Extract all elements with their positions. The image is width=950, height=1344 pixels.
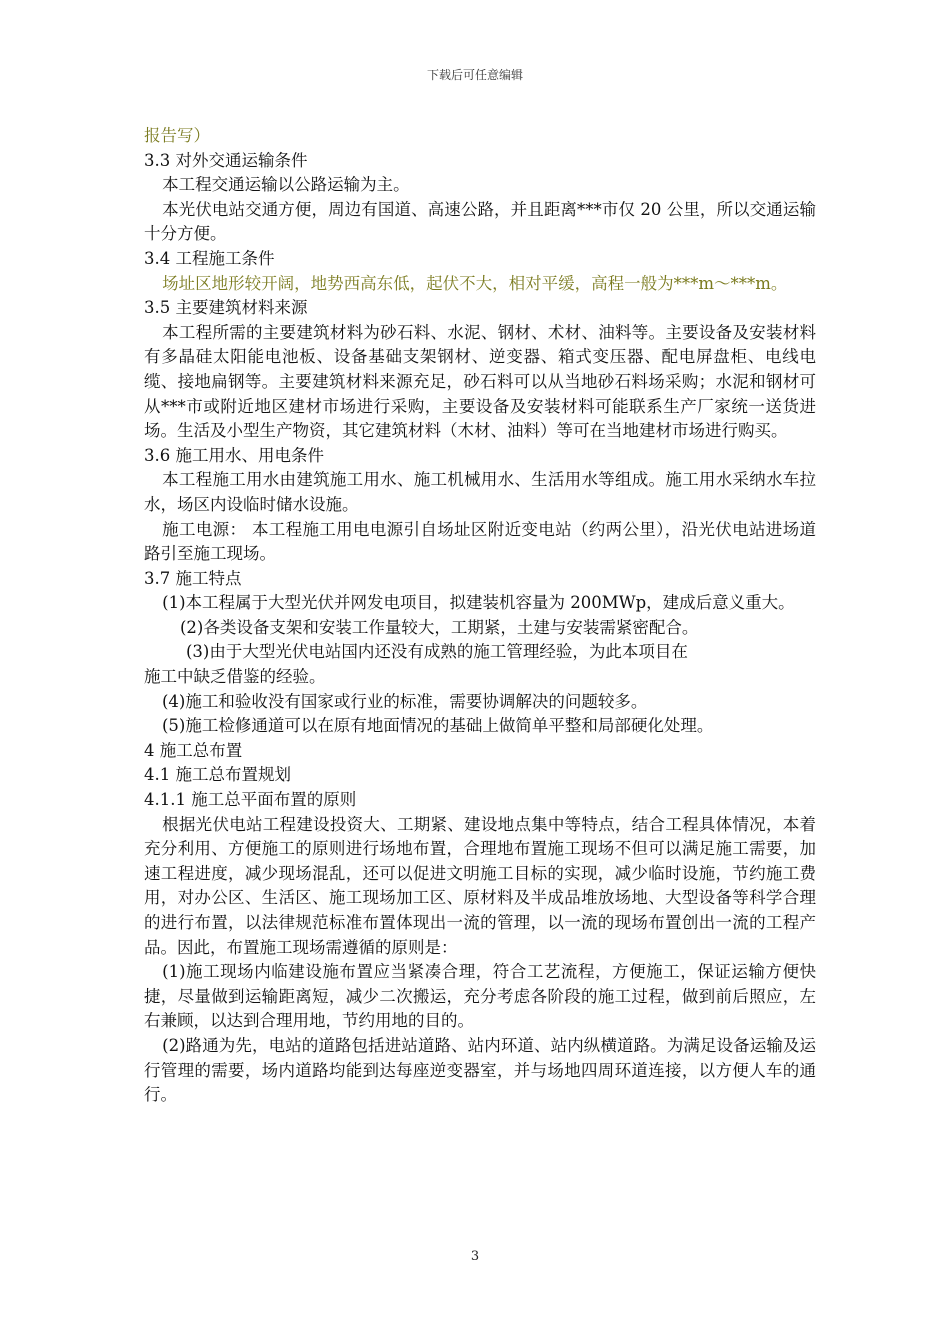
document-body (144, 124, 816, 1108)
paragraph: 场址区地形较开阔，地势西高东低，起伏不大，相对平缓，高程一般为***m～***m。 (162, 273, 788, 293)
paragraph: 报告写） (144, 126, 210, 145)
section-heading: 3.4 工程施工条件 (144, 248, 275, 268)
paragraph: (4)施工和验收没有国家或行业的标准，需要协调解决的问题较多。 (162, 691, 648, 711)
paragraph: 本光伏电站交通方便，周边有国道、高速公路，并且距离***市仅 20 公里，所以交通运输十分方便。 (144, 199, 816, 244)
section-heading: 3.3 对外交通运输条件 (144, 150, 308, 170)
page-number: 3 (470, 1249, 480, 1264)
paragraph: 施工电源： 本工程施工用电电源引自场址区附近变电站（约两公里），沿光伏电站进场道路引至施工现场。 (144, 519, 816, 564)
section-heading: 4.1 施工总布置规划 (144, 765, 291, 785)
section-heading: 3.5 主要建筑材料来源 (144, 298, 308, 318)
paragraph: 本工程交通运输以公路运输为主。 (162, 175, 410, 195)
paragraph: (3)由于大型光伏电站国内还没有成熟的施工管理经验，为此本项目在 (186, 642, 688, 662)
paragraph: 本工程所需的主要建筑材料为砂石料、水泥、钢材、术材、油料等。主要设备及安装材料有多晶硅太阳能电池板、设备基础支架钢材、逆变器、箱式变压器、配电屏盘柜、电线电缆、接地扁钢等。主要建筑材料来源充足，砂石料可以从当地砂石料场采购；水泥和钢材可从***市或附近地区建材市场进行采购，主要设备及安装材料可能联系生产厂家统一送货进场。生活及小型生产物资，其它建筑材料（木材、油料）等可在当地建材市场进行购买。 (144, 322, 816, 441)
section-heading: 4.1.1 施工总平面布置的原则 (144, 790, 357, 810)
section-heading: 4 施工总布置 (144, 740, 243, 760)
section-heading: 3.7 施工特点 (144, 568, 242, 588)
paragraph: (2)路通为先，电站的道路包括进站道路、站内环道、站内纵横道路。为满足设备运输及运行管理的需要，场内道路均能到达每座逆变器室，并与场地四周环道连接，以方便人车的通行。 (144, 1035, 816, 1105)
paragraph: 根据光伏电站工程建设投资大、工期紧、建设地点集中等特点，结合工程具体情况，本着充分利用、方便施工的原则进行场地布置，合理地布置施工现场不但可以满足施工需要，加速工程进度，减少现场混乱，还可以促进文明施工目标的实现，减少临时设施，节约施工费用，对办公区、生活区、施工现场加工区、原材料及半成品堆放场地、大型设备等科学合理的进行布置，以法律规范标准布置体现出一流的管理，以一流的现场布置创出一流的工程产品。因此，布置施工现场需遵循的原则是： (144, 814, 816, 957)
paragraph: 本工程施工用水由建筑施工用水、施工机械用水、生活用水等组成。施工用水采纳水车拉水，场区内设临时储水设施。 (144, 470, 816, 514)
paragraph: (5)施工检修通道可以在原有地面情况的基础上做简单平整和局部硬化处理。 (162, 716, 714, 736)
paragraph: (2)各类设备支架和安装工作量较大，工期紧，土建与安装需紧密配合。 (180, 617, 699, 637)
page-header: 下载后可任意编辑 (426, 68, 523, 82)
paragraph: (1)施工现场内临建设施布置应当紧凑合理，符合工艺流程，方便施工，保证运输方便快捷，尽量做到运输距离短，减少二次搬运，充分考虑各阶段的施工过程，做到前后照应，左右兼顾，以达到合理用地，节约用地的目的。 (144, 962, 816, 1031)
paragraph: (1)本工程属于大型光伏并网发电项目，拟建装机容量为 200MWp，建成后意义重大。 (162, 593, 795, 613)
section-heading: 3.6 施工用水、用电条件 (144, 445, 324, 465)
paragraph: 施工中缺乏借鉴的经验。 (144, 667, 326, 687)
